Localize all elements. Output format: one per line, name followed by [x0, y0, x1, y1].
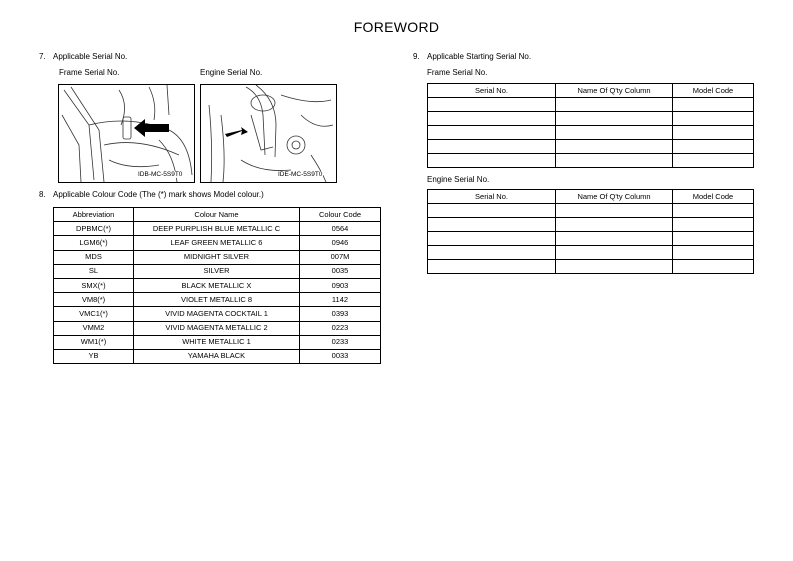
- model-code-cell: [673, 260, 754, 274]
- table-header-row: [428, 84, 754, 98]
- section7-number: 7.: [39, 52, 46, 61]
- colour-code-cell: 0564: [300, 222, 381, 236]
- colour-name-cell: BLACK METALLIC X: [134, 278, 300, 292]
- engine-arrow-icon: [225, 127, 248, 137]
- engine-serial-table: [427, 189, 754, 274]
- model-code-cell: [673, 246, 754, 260]
- abbreviation-cell: YB: [54, 349, 134, 363]
- qty-column-cell: [556, 126, 673, 140]
- table-row: [428, 98, 754, 112]
- abbreviation-cell: MDS: [54, 250, 134, 264]
- frame-serial-figure: [58, 84, 195, 183]
- colour-name-cell: VIVID MAGENTA METALLIC 2: [134, 321, 300, 335]
- colour-name-cell: WHITE METALLIC 1: [134, 335, 300, 349]
- colour-code-cell: 0035: [300, 264, 381, 278]
- column-header-serial-no: Serial No.: [428, 84, 556, 98]
- table-row: [54, 278, 381, 292]
- serial-no-cell: [428, 154, 556, 168]
- model-code-cell: [673, 218, 754, 232]
- colour-name-cell: SILVER: [134, 264, 300, 278]
- section9-heading: [413, 52, 531, 61]
- colour-name-cell: LEAF GREEN METALLIC 6: [134, 236, 300, 250]
- table-row: [54, 335, 381, 349]
- serial-no-cell: [428, 204, 556, 218]
- model-code-cell: [673, 204, 754, 218]
- section7-heading-text: Applicable Serial No.: [53, 52, 128, 61]
- abbreviation-cell: DPBMC(*): [54, 222, 134, 236]
- table-row: [428, 112, 754, 126]
- abbreviation-cell: VMM2: [54, 321, 134, 335]
- serial-no-cell: [428, 218, 556, 232]
- model-code-cell: [673, 112, 754, 126]
- table-row: [428, 140, 754, 154]
- table-row: [54, 264, 381, 278]
- column-header-colour-code: Colour Code: [300, 208, 381, 222]
- qty-column-cell: [556, 232, 673, 246]
- section8-heading-text: Applicable Colour Code (The (*) mark shows Model colour.): [53, 190, 264, 199]
- table-row: [54, 293, 381, 307]
- abbreviation-cell: WM1(*): [54, 335, 134, 349]
- table-row: [428, 154, 754, 168]
- table-row: [428, 218, 754, 232]
- frame-arrow-icon: [134, 119, 169, 137]
- qty-column-cell: [556, 98, 673, 112]
- qty-column-cell: [556, 246, 673, 260]
- table-row: [54, 236, 381, 250]
- table-row: [428, 126, 754, 140]
- section9-heading-text: Applicable Starting Serial No.: [427, 52, 532, 61]
- qty-column-cell: [556, 112, 673, 126]
- model-code-cell: [673, 126, 754, 140]
- colour-code-cell: 0223: [300, 321, 381, 335]
- frame-serial-table: [427, 83, 754, 168]
- abbreviation-cell: SL: [54, 264, 134, 278]
- colour-name-cell: VIVID MAGENTA COCKTAIL 1: [134, 307, 300, 321]
- qty-column-cell: [556, 260, 673, 274]
- page-title: FOREWORD: [353, 19, 440, 35]
- table-row: [428, 204, 754, 218]
- qty-column-cell: [556, 218, 673, 232]
- serial-no-cell: [428, 246, 556, 260]
- table-row: [54, 222, 381, 236]
- column-header-model-code: Model Code: [673, 190, 754, 204]
- engine-illustration: [201, 85, 336, 182]
- qty-column-cell: [556, 154, 673, 168]
- table-row: [54, 349, 381, 363]
- engine-serial-figure: [200, 84, 337, 183]
- colour-code-cell: 0946: [300, 236, 381, 250]
- frame-serial-label: Frame Serial No.: [59, 68, 120, 77]
- serial-no-cell: [428, 232, 556, 246]
- colour-code-cell: 0233: [300, 335, 381, 349]
- table-row: [428, 260, 754, 274]
- column-header-serial-no: Serial No.: [428, 190, 556, 204]
- serial-no-cell: [428, 112, 556, 126]
- colour-name-cell: YAMAHA BLACK: [134, 349, 300, 363]
- table-row: [54, 250, 381, 264]
- table-row: [54, 307, 381, 321]
- table-header-row: [54, 208, 381, 222]
- model-code-cell: [673, 140, 754, 154]
- abbreviation-cell: LGM6(*): [54, 236, 134, 250]
- section9-number: 9.: [413, 52, 420, 61]
- frame-figure-caption: IDB-MC-5S9T0: [138, 171, 183, 178]
- column-header-qty-column: Name Of Q'ty Column: [556, 190, 673, 204]
- colour-code-cell: 1142: [300, 293, 381, 307]
- table-header-row: [428, 190, 754, 204]
- colour-code-cell: 007M: [300, 250, 381, 264]
- section7-heading: [39, 52, 127, 61]
- abbreviation-cell: SMX(*): [54, 278, 134, 292]
- column-header-model-code: Model Code: [673, 84, 754, 98]
- serial-no-cell: [428, 126, 556, 140]
- column-header-qty-column: Name Of Q'ty Column: [556, 84, 673, 98]
- section8-number: 8.: [39, 190, 46, 199]
- section8-heading: [39, 190, 264, 199]
- serial-no-cell: [428, 140, 556, 154]
- model-code-cell: [673, 232, 754, 246]
- colour-code-cell: 0393: [300, 307, 381, 321]
- abbreviation-cell: VMC1(*): [54, 307, 134, 321]
- column-header-abbreviation: Abbreviation: [54, 208, 134, 222]
- starting-engine-serial-label: Engine Serial No.: [427, 175, 490, 184]
- engine-serial-label: Engine Serial No.: [200, 68, 263, 77]
- serial-no-cell: [428, 260, 556, 274]
- qty-column-cell: [556, 204, 673, 218]
- frame-illustration: [59, 85, 194, 182]
- column-header-colour-name: Colour Name: [134, 208, 300, 222]
- model-code-cell: [673, 98, 754, 112]
- qty-column-cell: [556, 140, 673, 154]
- colour-name-cell: DEEP PURPLISH BLUE METALLIC C: [134, 222, 300, 236]
- starting-frame-serial-label: Frame Serial No.: [427, 68, 488, 77]
- engine-figure-caption: IDE-MC-5S9T0: [278, 171, 323, 178]
- colour-name-cell: VIOLET METALLIC 8: [134, 293, 300, 307]
- table-row: [54, 321, 381, 335]
- colour-code-table: [53, 207, 381, 364]
- abbreviation-cell: VM8(*): [54, 293, 134, 307]
- table-row: [428, 246, 754, 260]
- model-code-cell: [673, 154, 754, 168]
- colour-code-cell: 0033: [300, 349, 381, 363]
- serial-no-cell: [428, 98, 556, 112]
- table-row: [428, 232, 754, 246]
- colour-name-cell: MIDNIGHT SILVER: [134, 250, 300, 264]
- colour-code-cell: 0903: [300, 278, 381, 292]
